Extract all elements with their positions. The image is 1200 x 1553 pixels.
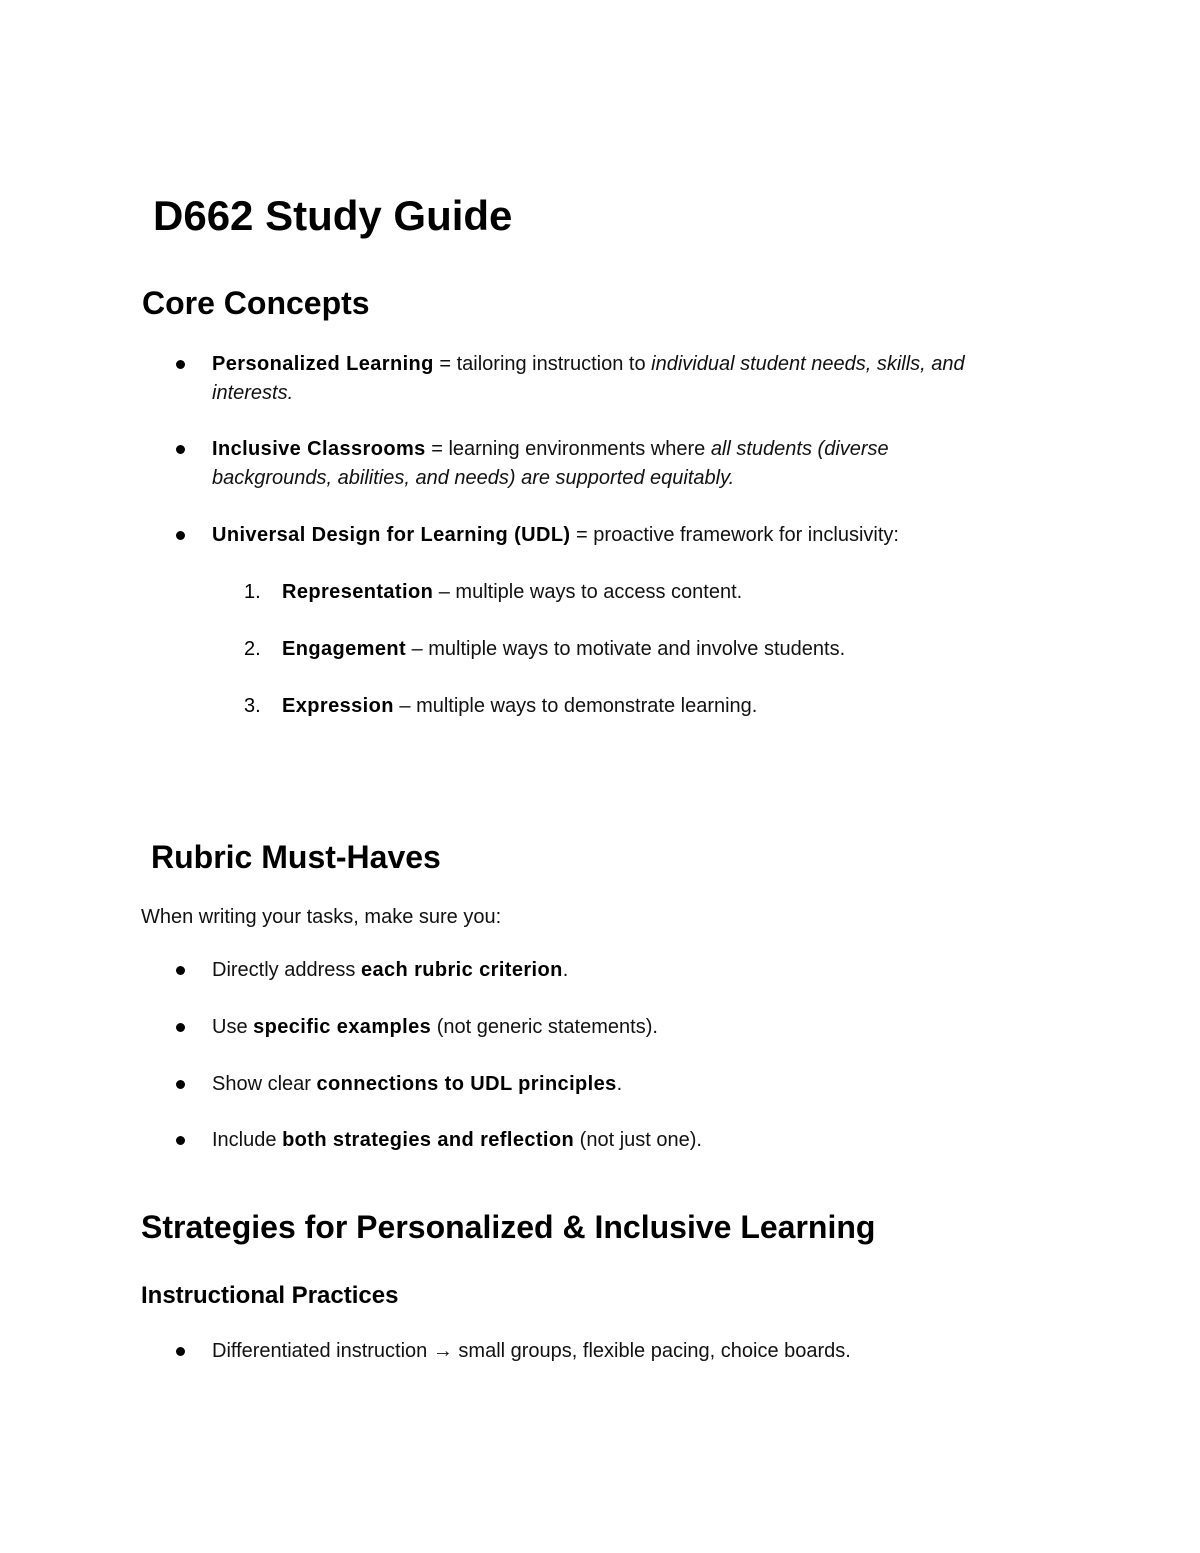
- item-emphasis: connections to UDL principles: [316, 1073, 617, 1095]
- item-text: Directly address: [212, 959, 361, 981]
- definition-emphasis: all students (diverse: [710, 438, 889, 460]
- strategies-heading: Strategies for Personalized & Inclusive Learning: [141, 1209, 876, 1245]
- bullet-icon: [176, 1347, 185, 1356]
- term-label: Inclusive Classrooms: [212, 438, 426, 460]
- item-text: Show clear: [212, 1073, 317, 1095]
- definition-emphasis: individual student needs, skills, and: [651, 353, 965, 375]
- rubric-heading: Rubric Must-Haves: [151, 839, 441, 875]
- core-concepts-heading: Core Concepts: [142, 285, 370, 321]
- item-emphasis: each rubric criterion: [360, 959, 563, 981]
- item-text: Include: [212, 1129, 283, 1151]
- bullet-icon: [176, 1080, 185, 1089]
- document-title: D662 Study Guide: [153, 192, 513, 239]
- bullet-icon: [176, 966, 185, 975]
- term-label: Universal Design for Learning (UDL): [212, 524, 571, 546]
- list-number: 3.: [244, 695, 261, 717]
- list-number: 2.: [244, 638, 261, 660]
- principle-term: Engagement: [282, 638, 407, 660]
- item-text: Use: [212, 1016, 254, 1038]
- item-text: (not just one).: [574, 1129, 702, 1151]
- item-text: (not generic statements).: [431, 1016, 658, 1038]
- list-number: 1.: [244, 581, 261, 603]
- definition-text: = tailoring instruction to: [433, 353, 652, 375]
- item-text: .: [562, 959, 569, 981]
- principle-description: – multiple ways to motivate and involve students.: [406, 638, 846, 660]
- bullet-icon: [176, 1136, 185, 1145]
- item-emphasis: both strategies and reflection: [282, 1129, 575, 1151]
- item-text: .: [616, 1073, 623, 1095]
- bullet-icon: [176, 531, 185, 540]
- term-label: Personalized Learning: [212, 353, 434, 375]
- bullet-icon: [176, 445, 185, 454]
- definition-emphasis: interests.: [212, 382, 294, 404]
- definition-emphasis: backgrounds, abilities, and needs) are supported equitably.: [212, 467, 735, 489]
- bullet-icon: [176, 1023, 185, 1032]
- item-text: Differentiated instruction → small groups, flexible pacing, choice boards.: [212, 1340, 851, 1362]
- item-emphasis: specific examples: [253, 1016, 432, 1038]
- principle-description: – multiple ways to access content.: [433, 581, 743, 603]
- instructional-practices-heading: Instructional Practices: [141, 1282, 399, 1309]
- definition-text: = proactive framework for inclusivity:: [570, 524, 899, 546]
- principle-term: Expression: [282, 695, 394, 717]
- bullet-icon: [176, 360, 185, 369]
- rubric-intro: When writing your tasks, make sure you:: [141, 906, 502, 928]
- principle-description: – multiple ways to demonstrate learning.: [393, 695, 758, 717]
- principle-term: Representation: [282, 581, 434, 603]
- definition-text: = learning environments where: [425, 438, 711, 460]
